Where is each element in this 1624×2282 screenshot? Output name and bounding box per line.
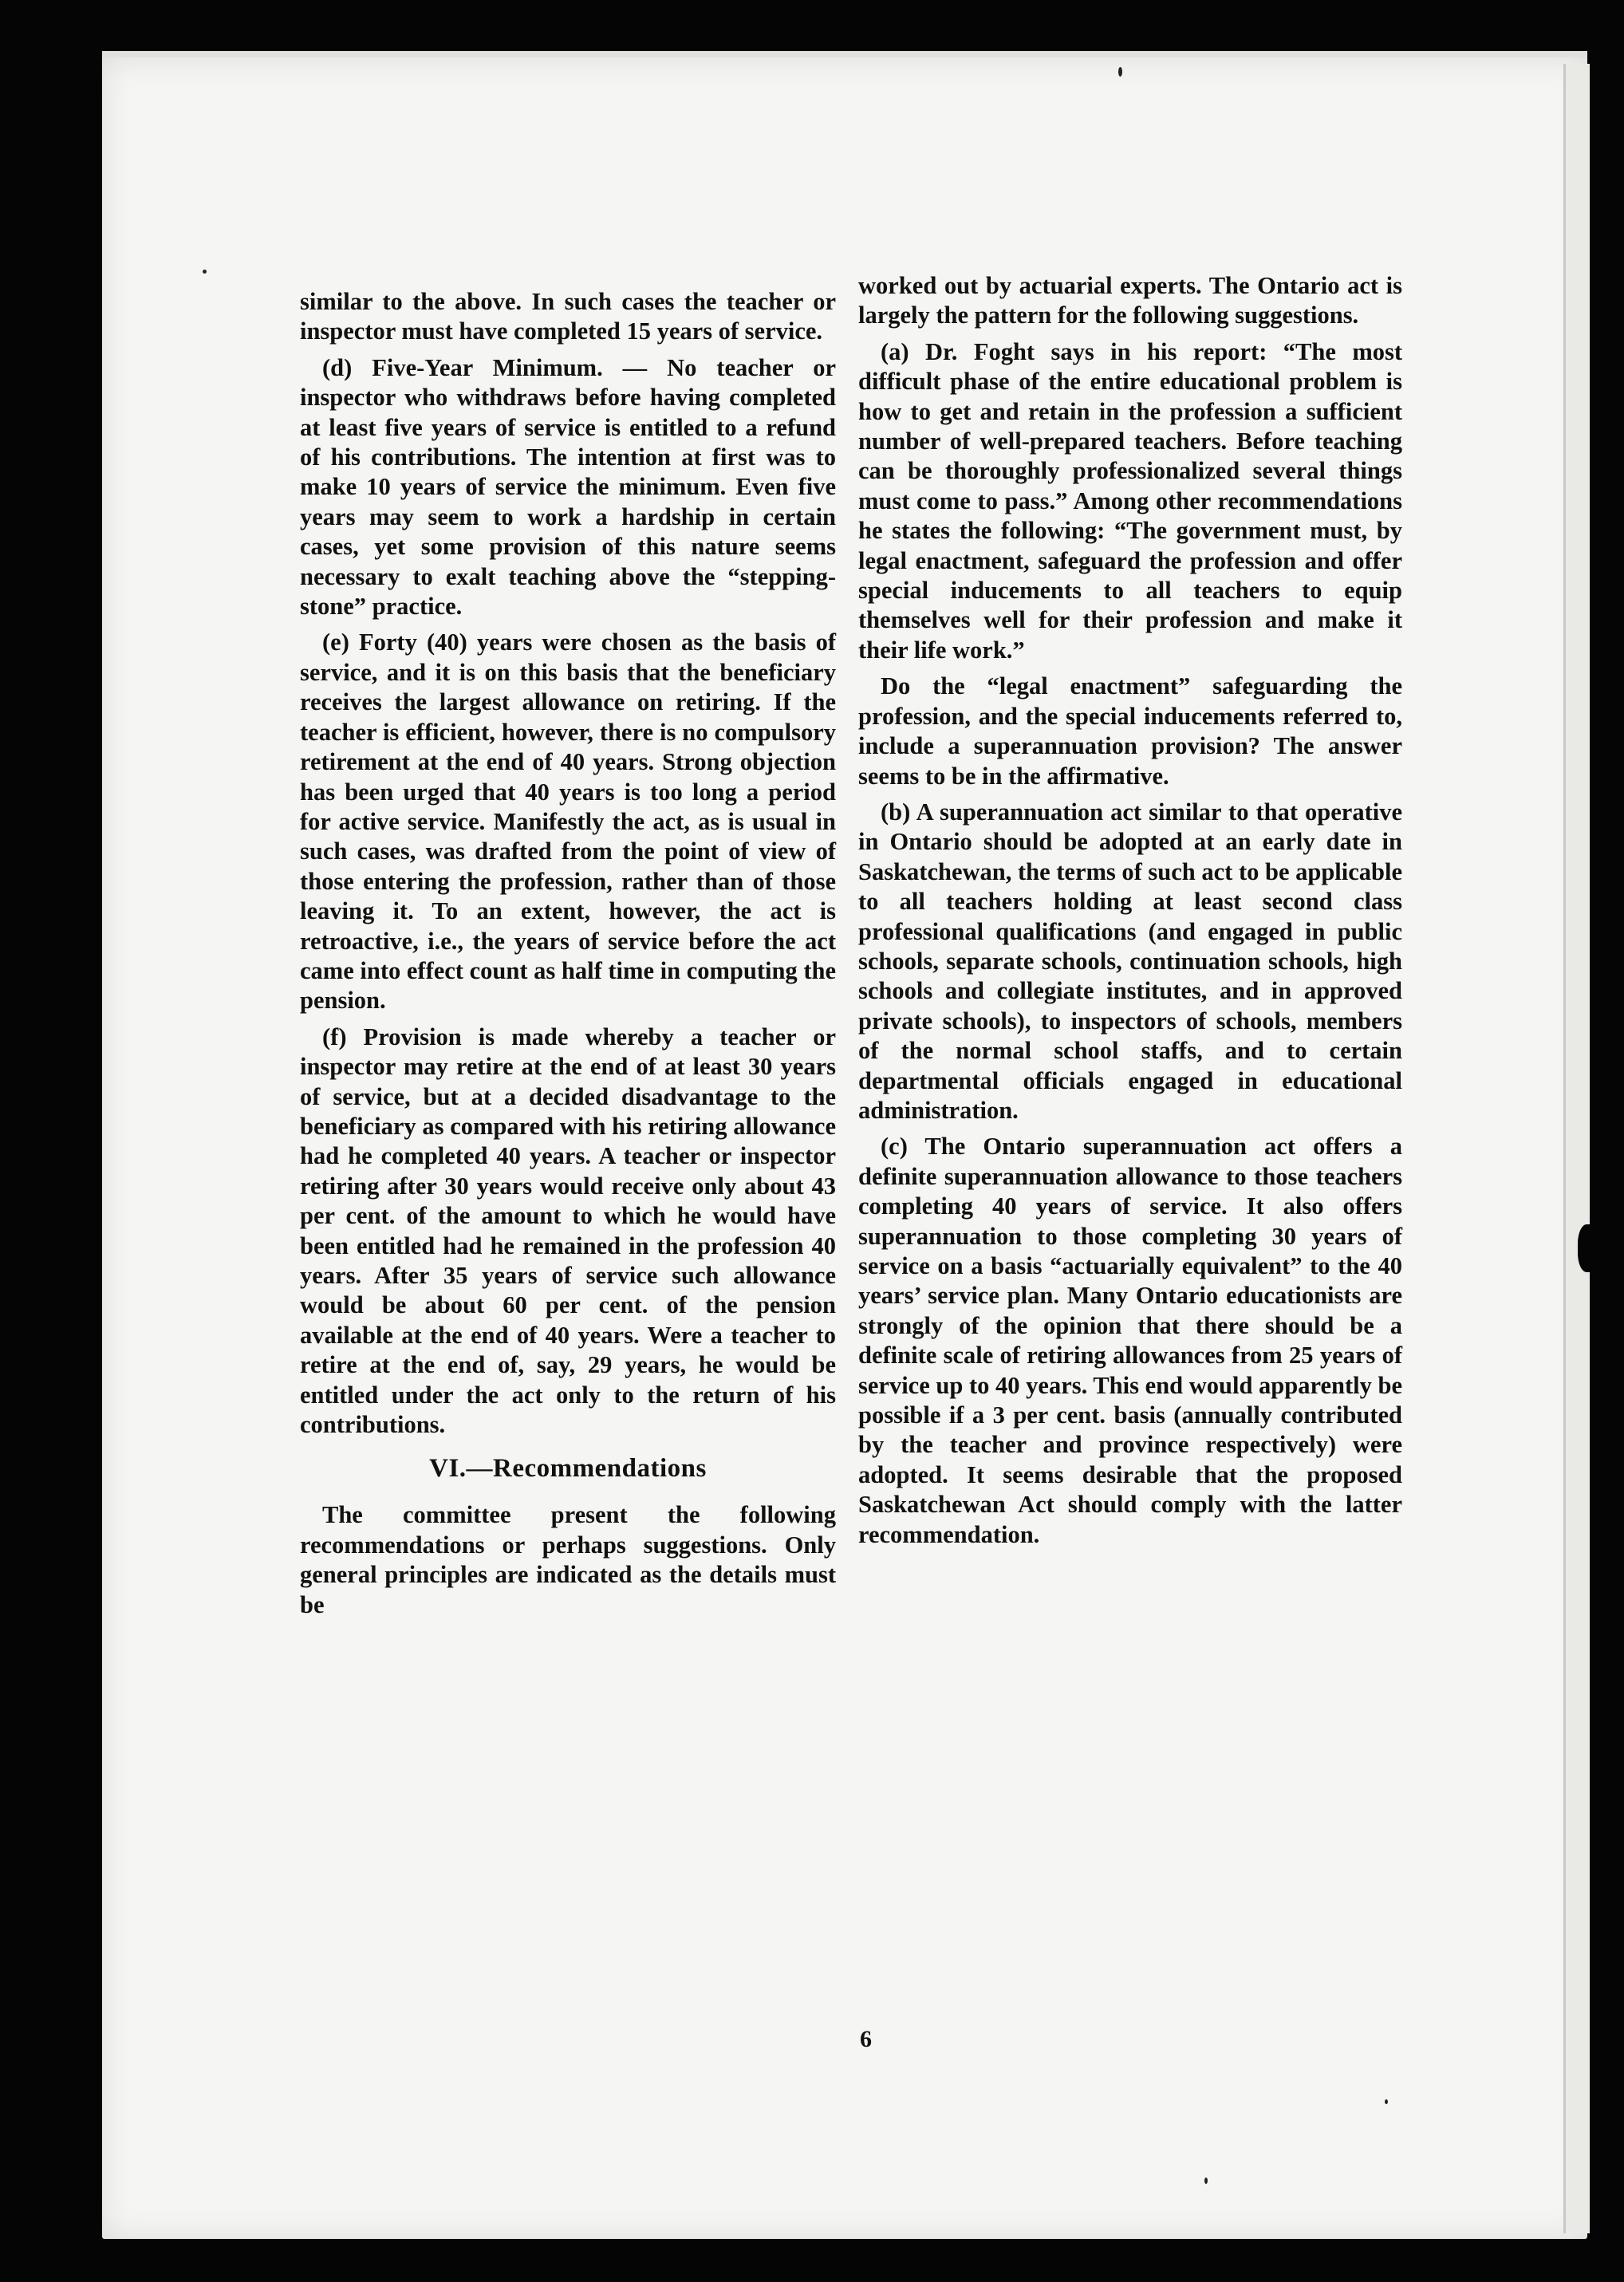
section-heading: VI.—Recommendations xyxy=(429,1454,707,1484)
paragraph-c-ontario-act: (c) The Ontario superannuation act offers a definite superannuation allowance to those teachers completing 40 years of service. It also offers superannuation to those completing 30 years of service on a basis “actuarially equivalent” to the 40 years’ service plan. Many Ontario educationists are strongly of the opinion that there should be a definite scale of retiring allowances from 25 years of service up to 40 years. This end would apparently be possible if a 3 per cent. basis (annually contributed by the teacher and province respectively) were adopted. It seems desirable that the proposed Saskatchewan Act should comply with the latter recommendation. xyxy=(858,1133,1402,1548)
dust-speck xyxy=(1385,2099,1388,2104)
dust-speck xyxy=(1118,67,1122,77)
paragraph-continuation: worked out by actuarial experts. The Ontario act is largely the pattern for the following suggestions. xyxy=(858,272,1402,329)
paragraph-d-five-year-minimum: (d) Five-Year Minimum. — No teacher or inspector who withdraws before having completed at least five years of service is entitled to a refund of his contributions. The intention at first was to make 10 years of service the minimum. Even five years may seem to work a hardship in certain cases, yet some provision of this nature seems necessary to exalt teaching above the “stepping-stone” practice. xyxy=(300,353,836,621)
dust-speck xyxy=(203,270,207,274)
paragraph-e-forty-years: (e) Forty (40) years were chosen as the basis of service, and it is on this basis that the beneficiary receives the largest allowance on retiring. If the teacher is efficient, however, there is no compulsory retirement at the end of 40 years. Strong objection has been urged that 40 years is too long a period for active service. Manifestly the act, as is usual in such cases, was drafted from the point of view of those entering the profession, rather than of those leaving it. To an extent, however, the act is retroactive, i.e., the years of service before the act came into effect count as half time in computing the pension. xyxy=(300,629,836,1015)
page-number: 6 xyxy=(860,2026,872,2052)
paragraph-a-foght-report: (a) Dr. Foght says in his report: “The most difficult phase of the entire educational problem is how to get and retain in the profession a sufficient number of well-prepared teachers. Before teaching can be thoroughly professionalized several things must come to pass.” Among other recommendations he states the following: “The government must, by legal enactment, safeguard the profession and offer special inducements to all teachers to equip themselves well for their profession and make it their life work.” xyxy=(858,337,1402,664)
paragraph-continuation: similar to the above. In such cases the teacher or inspector must have completed 15 years of service. xyxy=(300,288,836,345)
paragraph-b-superannuation-act: (b) A superannuation act similar to that operative in Ontario should be adopted at an early date in Saskatchewan, the terms of such act to be applicable to all teachers holding at least second class professional qualifications (and engaged in public schools, separate schools, continuation schools, high schools and collegiate institutes, and in approved private schools), to inspectors of schools, members of the normal school staffs, and to certain departmental officials engaged in educational administration. xyxy=(858,798,1402,1124)
page-right-edge xyxy=(1563,64,1590,2233)
paragraph-legal-enactment: Do the “legal enactment” safeguarding the profession, and the special inducements referred to, include a superannuation provision? The answer seems to be in the affirmative. xyxy=(858,672,1402,790)
right-column xyxy=(858,271,1402,1556)
left-column xyxy=(300,287,836,1626)
paragraph-recommendations-intro: The committee present the following recommendations or perhaps suggestions. Only general principles are indicated as the details must be xyxy=(300,1501,836,1618)
binding-notch xyxy=(1578,1224,1600,1272)
paragraph-f-provision: (f) Provision is made whereby a teacher or inspector may retire at the end of at least 30 years of service, but at a decided disadvantage to the beneficiary as compared with his retiring allowance had he completed 40 years. A teacher or inspector retiring after 30 years would receive only about 43 per cent. of the amount to which he would have been entitled had he remained in the profession 40 years. After 35 years of service such allowance would be about 60 per cent. of the pension available at the end of 40 years. Were a teacher to retire at the end of, say, 29 years, he would be entitled under the act only to the return of his contributions. xyxy=(300,1023,836,1439)
dust-speck xyxy=(1204,2178,1208,2184)
